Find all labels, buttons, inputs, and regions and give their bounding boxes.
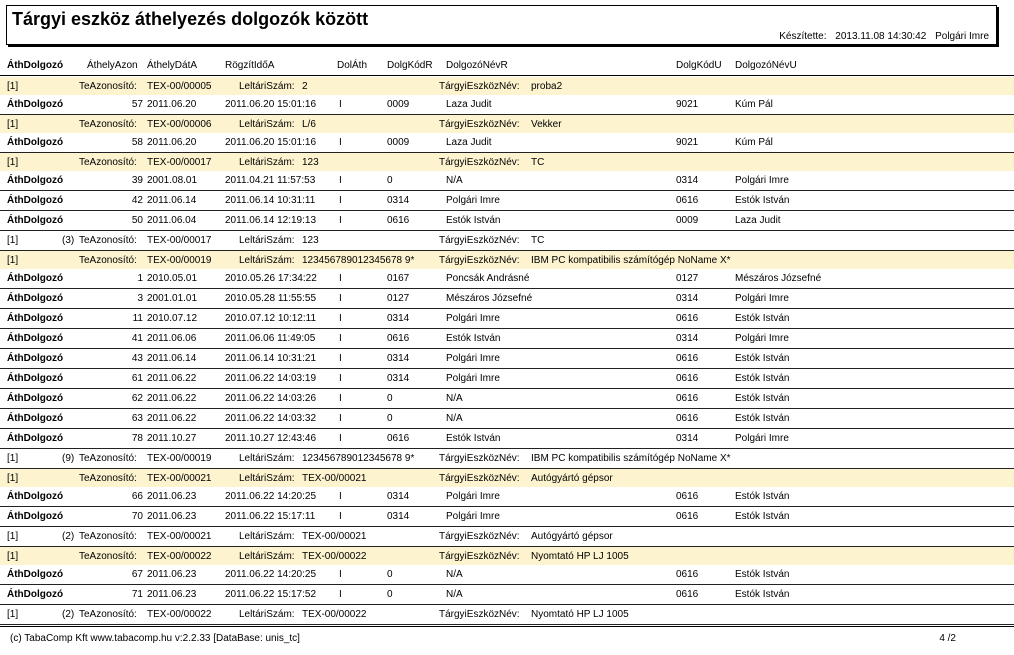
- cell-athely-azon: 42: [131, 195, 143, 206]
- cell-dolgozo-nev-r: Estók István: [446, 433, 501, 444]
- cell-dolg-kod-r: 0: [387, 569, 393, 580]
- cell-athely-azon: 43: [131, 353, 143, 364]
- te-azon-label: TeAzonosító:: [79, 453, 137, 464]
- cell-dolg-kod-u: 0616: [676, 511, 699, 522]
- te-azon-label: TeAzonosító:: [79, 235, 137, 246]
- cell-dolg-kod-r: 0314: [387, 511, 410, 522]
- cell-athely-datum: 2011.06.22: [147, 413, 197, 424]
- cell-dolgozo-nev-r: Polgári Imre: [446, 195, 500, 206]
- cell-athely-datum: 2011.06.23: [147, 569, 197, 580]
- cell-dolgozo-nev-u: Mészáros Józsefné: [735, 273, 822, 284]
- row-group-label: ÁthDolgozó: [7, 589, 64, 600]
- row-group-label: ÁthDolgozó: [7, 175, 64, 186]
- te-azon-value: TEX-00/00005: [147, 81, 212, 92]
- cell-dolg-kod-r: 0: [387, 589, 393, 600]
- cell-dolg-kod-u: 0616: [676, 195, 699, 206]
- leltari-value: 123456789012345678 9*: [302, 453, 415, 464]
- table-row: [0, 507, 1014, 527]
- table-row: [0, 171, 1014, 191]
- cell-rogzit-ido: 2010.07.12 10:12:11: [225, 313, 317, 324]
- group-count: [1]: [7, 235, 19, 246]
- cell-dolgozo-nev-u: Estók István: [735, 491, 790, 502]
- row-group-label: ÁthDolgozó: [7, 195, 64, 206]
- table-row: [0, 409, 1014, 429]
- leltari-label: LeltáriSzám:: [239, 255, 295, 266]
- targyi-label: TárgyiEszközNév:: [439, 453, 520, 464]
- table-row: [0, 429, 1014, 449]
- cell-dolg-kod-r: 0: [387, 175, 393, 186]
- cell-dolgozo-nev-r: Polgári Imre: [446, 491, 500, 502]
- cell-dolgozo-nev-u: Estók István: [735, 373, 790, 384]
- targyi-value: IBM PC kompatibilis számítógép NoName X*: [531, 255, 731, 266]
- leltari-label: LeltáriSzám:: [239, 609, 295, 620]
- cell-athely-azon: 67: [131, 569, 143, 580]
- report-title: Tárgyi eszköz áthelyezés dolgozók között: [12, 9, 369, 29]
- cell-dolg-kod-r: 0314: [387, 353, 410, 364]
- group-header-row: [0, 115, 1014, 133]
- group-count: [1]: [7, 609, 19, 620]
- cell-dolgozo-nev-u: Polgári Imre: [735, 175, 789, 186]
- report-meta: [773, 31, 989, 42]
- te-azon-label: TeAzonosító:: [79, 81, 137, 92]
- cell-dolgozo-nev-u: Estók István: [735, 313, 790, 324]
- cell-dolg-kod-r: 0009: [387, 137, 410, 148]
- group-header-row: [0, 469, 1014, 487]
- footer-page-number: 4 /2: [939, 633, 956, 644]
- cell-athely-datum: 2011.06.06: [147, 333, 197, 344]
- cell-rogzit-ido: 2011.06.22 14:03:19: [225, 373, 317, 384]
- cell-athely-datum: 2011.06.20: [147, 137, 197, 148]
- cell-dol-ath: I: [339, 511, 342, 522]
- row-group-label: ÁthDolgozó: [7, 353, 64, 364]
- leltari-value: 123: [302, 235, 319, 246]
- cell-dolgozo-nev-u: Kúm Pál: [735, 137, 773, 148]
- group-record-count: (2): [62, 531, 75, 542]
- cell-rogzit-ido: 2010.05.26 17:34:22: [225, 273, 317, 284]
- cell-athely-azon: 63: [131, 413, 143, 424]
- row-group-label: ÁthDolgozó: [7, 293, 64, 304]
- cell-dolgozo-nev-r: Mészáros Józsefné: [446, 293, 533, 304]
- cell-rogzit-ido: 2011.06.14 12:19:13: [225, 215, 317, 226]
- cell-dolgozo-nev-r: Polgári Imre: [446, 511, 500, 522]
- cell-dolg-kod-r: 0: [387, 393, 393, 404]
- cell-athely-azon: 50: [131, 215, 143, 226]
- cell-dolg-kod-u: 0314: [676, 433, 699, 444]
- cell-rogzit-ido: 2011.06.20 15:01:16: [225, 99, 317, 110]
- cell-dolgozo-nev-r: Estók István: [446, 215, 501, 226]
- col-header-kodu: DolgKódU: [676, 60, 722, 71]
- cell-dolgozo-nev-u: Polgári Imre: [735, 293, 789, 304]
- cell-athely-azon: 70: [131, 511, 143, 522]
- cell-athely-azon: 57: [131, 99, 143, 110]
- cell-dolg-kod-u: 0616: [676, 313, 699, 324]
- te-azon-label: TeAzonosító:: [79, 157, 137, 168]
- col-header-group: ÁthDolgozó: [7, 60, 64, 71]
- cell-athely-azon: 62: [131, 393, 143, 404]
- row-group-label: ÁthDolgozó: [7, 313, 64, 324]
- cell-athely-datum: 2011.06.14: [147, 353, 197, 364]
- cell-rogzit-ido: 2011.06.14 10:31:11: [225, 195, 316, 206]
- te-azon-value: TEX-00/00019: [147, 255, 212, 266]
- cell-dolgozo-nev-u: Estók István: [735, 195, 790, 206]
- targyi-label: TárgyiEszközNév:: [439, 531, 520, 542]
- table-row: [0, 349, 1014, 369]
- cell-athely-datum: 2011.06.14: [147, 195, 197, 206]
- leltari-value: TEX-00/00022: [302, 551, 367, 562]
- leltari-value: L/6: [302, 119, 316, 130]
- cell-dolg-kod-u: 0314: [676, 333, 699, 344]
- cell-dol-ath: I: [339, 293, 342, 304]
- leltari-label: LeltáriSzám:: [239, 531, 295, 542]
- row-group-label: ÁthDolgozó: [7, 99, 64, 110]
- cell-dolg-kod-r: 0616: [387, 215, 410, 226]
- table-row: [0, 369, 1014, 389]
- row-group-label: ÁthDolgozó: [7, 333, 64, 344]
- cell-dolg-kod-r: 0616: [387, 333, 410, 344]
- te-azon-label: TeAzonosító:: [79, 551, 137, 562]
- cell-dolgozo-nev-u: Estók István: [735, 569, 790, 580]
- group-header-row: [0, 77, 1014, 95]
- cell-athely-azon: 3: [137, 293, 143, 304]
- cell-dol-ath: I: [339, 413, 342, 424]
- cell-dolg-kod-r: 0: [387, 413, 393, 424]
- cell-dolg-kod-u: 0314: [676, 293, 699, 304]
- table-row: [0, 191, 1014, 211]
- created-label: Készítette:: [779, 31, 827, 42]
- cell-dolgozo-nev-r: N/A: [446, 175, 463, 186]
- te-azon-value: TEX-00/00021: [147, 473, 212, 484]
- cell-dolgozo-nev-r: Estók István: [446, 333, 501, 344]
- cell-dolg-kod-u: 0616: [676, 393, 699, 404]
- cell-dolgozo-nev-r: Poncsák Andrásné: [446, 273, 530, 284]
- leltari-value: TEX-00/00022: [302, 609, 367, 620]
- cell-dolgozo-nev-r: N/A: [446, 393, 463, 404]
- te-azon-value: TEX-00/00006: [147, 119, 212, 130]
- leltari-value: 2: [302, 81, 308, 92]
- cell-rogzit-ido: 2011.06.22 14:20:25: [225, 491, 317, 502]
- row-group-label: ÁthDolgozó: [7, 215, 64, 226]
- cell-rogzit-ido: 2011.06.22 14:03:32: [225, 413, 317, 424]
- row-group-label: ÁthDolgozó: [7, 491, 64, 502]
- cell-rogzit-ido: 2011.06.22 15:17:52: [225, 589, 317, 600]
- cell-dolgozo-nev-r: Polgári Imre: [446, 313, 500, 324]
- targyi-value: TC: [531, 235, 545, 246]
- cell-athely-azon: 78: [131, 433, 143, 444]
- col-header-datum: ÁthelyDátA: [147, 60, 198, 71]
- te-azon-value: TEX-00/00022: [147, 551, 212, 562]
- created-at: 2013.11.08 14:30:42: [835, 31, 927, 42]
- cell-athely-azon: 58: [131, 137, 143, 148]
- cell-dolgozo-nev-r: N/A: [446, 413, 463, 424]
- cell-dol-ath: I: [339, 195, 342, 206]
- cell-athely-azon: 71: [131, 589, 143, 600]
- cell-athely-datum: 2011.06.23: [147, 491, 197, 502]
- cell-dol-ath: I: [339, 137, 342, 148]
- table-row: [0, 309, 1014, 329]
- col-header-nevr: DolgozóNévR: [446, 60, 508, 71]
- targyi-value: Nyomtató HP LJ 1005: [531, 609, 629, 620]
- group-count: [1]: [7, 551, 19, 562]
- targyi-label: TárgyiEszközNév:: [439, 157, 520, 168]
- leltari-value: TEX-00/00021: [302, 531, 367, 542]
- cell-athely-datum: 2011.06.20: [147, 99, 197, 110]
- cell-dolgozo-nev-u: Estók István: [735, 511, 790, 522]
- cell-athely-datum: 2001.08.01: [147, 175, 198, 186]
- cell-dol-ath: I: [339, 175, 342, 186]
- cell-rogzit-ido: 2011.06.20 15:01:16: [225, 137, 317, 148]
- targyi-label: TárgyiEszközNév:: [439, 473, 520, 484]
- cell-athely-datum: 2010.05.01: [147, 273, 198, 284]
- group-record-count: (2): [62, 609, 75, 620]
- targyi-label: TárgyiEszközNév:: [439, 119, 520, 130]
- cell-athely-azon: 66: [131, 491, 143, 502]
- group-count: [1]: [7, 119, 19, 130]
- column-header-row: [0, 58, 1014, 76]
- cell-rogzit-ido: 2011.06.14 10:31:21: [225, 353, 317, 364]
- cell-athely-datum: 2011.06.22: [147, 373, 197, 384]
- cell-dolgozo-nev-r: N/A: [446, 569, 463, 580]
- cell-rogzit-ido: 2011.06.22 14:20:25: [225, 569, 317, 580]
- col-header-kodr: DolgKódR: [387, 60, 433, 71]
- cell-athely-azon: 1: [137, 273, 143, 284]
- leltari-label: LeltáriSzám:: [239, 453, 295, 464]
- row-group-label: ÁthDolgozó: [7, 569, 64, 580]
- cell-dolg-kod-u: 0314: [676, 175, 699, 186]
- targyi-label: TárgyiEszközNév:: [439, 255, 520, 266]
- targyi-label: TárgyiEszközNév:: [439, 551, 520, 562]
- table-row: [0, 487, 1014, 507]
- cell-athely-datum: 2011.10.27: [147, 433, 197, 444]
- cell-dolg-kod-r: 0314: [387, 195, 410, 206]
- group-summary-row: [0, 449, 1014, 469]
- group-header-row: [0, 153, 1014, 171]
- report-footer: [0, 626, 1014, 644]
- cell-dolg-kod-r: 0314: [387, 491, 410, 502]
- cell-dolg-kod-u: 0616: [676, 569, 699, 580]
- cell-rogzit-ido: 2011.06.06 11:49:05: [225, 333, 316, 344]
- cell-dolg-kod-u: 9021: [676, 99, 699, 110]
- leltari-label: LeltáriSzám:: [239, 473, 295, 484]
- cell-dol-ath: I: [339, 373, 342, 384]
- group-header-row: [0, 547, 1014, 565]
- cell-dol-ath: I: [339, 569, 342, 580]
- targyi-value: IBM PC kompatibilis számítógép NoName X*: [531, 453, 731, 464]
- cell-dolgozo-nev-r: Laza Judit: [446, 137, 492, 148]
- cell-dolg-kod-u: 0616: [676, 373, 699, 384]
- cell-dolgozo-nev-r: Polgári Imre: [446, 373, 500, 384]
- cell-dol-ath: I: [339, 99, 342, 110]
- cell-dol-ath: I: [339, 313, 342, 324]
- group-count: [1]: [7, 157, 19, 168]
- table-row: [0, 95, 1014, 115]
- row-group-label: ÁthDolgozó: [7, 413, 64, 424]
- group-summary-row: [0, 231, 1014, 251]
- group-record-count: (3): [62, 235, 75, 246]
- cell-dolg-kod-u: 0616: [676, 589, 699, 600]
- group-summary-row: [0, 605, 1014, 625]
- col-header-rogzit: RögzítIdőA: [225, 60, 275, 71]
- targyi-value: Vekker: [531, 119, 562, 130]
- leltari-label: LeltáriSzám:: [239, 157, 295, 168]
- te-azon-label: TeAzonosító:: [79, 609, 137, 620]
- cell-athely-azon: 39: [131, 175, 143, 186]
- leltari-label: LeltáriSzám:: [239, 81, 295, 92]
- cell-dolg-kod-u: 9021: [676, 137, 699, 148]
- col-header-azon: ÁthelyAzon: [87, 60, 138, 71]
- report-rows: [0, 77, 1014, 625]
- group-count: [1]: [7, 81, 19, 92]
- cell-athely-azon: 41: [131, 333, 143, 344]
- cell-athely-azon: 61: [131, 373, 143, 384]
- targyi-value: Nyomtató HP LJ 1005: [531, 551, 629, 562]
- cell-dolgozo-nev-r: Polgári Imre: [446, 353, 500, 364]
- group-count: [1]: [7, 255, 19, 266]
- cell-athely-azon: 11: [132, 313, 143, 324]
- cell-dolg-kod-u: 0616: [676, 491, 699, 502]
- targyi-label: TárgyiEszközNév:: [439, 81, 520, 92]
- cell-dolgozo-nev-u: Laza Judit: [735, 215, 781, 226]
- leltari-value: 123: [302, 157, 319, 168]
- row-group-label: ÁthDolgozó: [7, 273, 64, 284]
- cell-rogzit-ido: 2011.06.22 15:17:11: [225, 511, 316, 522]
- cell-athely-datum: 2011.06.23: [147, 511, 197, 522]
- cell-athely-datum: 2011.06.22: [147, 393, 197, 404]
- leltari-label: LeltáriSzám:: [239, 551, 295, 562]
- group-count: [1]: [7, 453, 19, 464]
- cell-athely-datum: 2011.06.23: [147, 589, 197, 600]
- cell-dol-ath: I: [339, 433, 342, 444]
- targyi-label: TárgyiEszközNév:: [439, 235, 520, 246]
- row-group-label: ÁthDolgozó: [7, 137, 64, 148]
- te-azon-value: TEX-00/00021: [147, 531, 212, 542]
- cell-dol-ath: I: [339, 273, 342, 284]
- targyi-value: Autógyártó gépsor: [531, 531, 613, 542]
- cell-dolg-kod-r: 0314: [387, 373, 410, 384]
- te-azon-label: TeAzonosító:: [79, 255, 137, 266]
- te-azon-value: TEX-00/00022: [147, 609, 212, 620]
- te-azon-label: TeAzonosító:: [79, 531, 137, 542]
- targyi-value: proba2: [531, 81, 563, 92]
- cell-athely-datum: 2001.01.01: [147, 293, 198, 304]
- targyi-value: Autógyártó gépsor: [531, 473, 613, 484]
- created-by: Polgári Imre: [935, 31, 989, 42]
- cell-dolgozo-nev-u: Estók István: [735, 589, 790, 600]
- cell-dolgozo-nev-u: Estók István: [735, 393, 790, 404]
- cell-dol-ath: I: [339, 589, 342, 600]
- leltari-label: LeltáriSzám:: [239, 119, 295, 130]
- row-group-label: ÁthDolgozó: [7, 433, 64, 444]
- leltari-value: 123456789012345678 9*: [302, 255, 415, 266]
- te-azon-value: TEX-00/00017: [147, 157, 212, 168]
- targyi-value: TC: [531, 157, 545, 168]
- cell-dolg-kod-u: 0616: [676, 413, 699, 424]
- leltari-value: TEX-00/00021: [302, 473, 367, 484]
- cell-dolg-kod-u: 0009: [676, 215, 699, 226]
- cell-dolg-kod-r: 0616: [387, 433, 410, 444]
- cell-rogzit-ido: 2010.05.28 11:55:55: [225, 293, 317, 304]
- cell-athely-datum: 2010.07.12: [147, 313, 198, 324]
- cell-dol-ath: I: [339, 333, 342, 344]
- cell-dolg-kod-u: 0127: [676, 273, 699, 284]
- cell-dolg-kod-u: 0616: [676, 353, 699, 364]
- cell-dolg-kod-r: 0009: [387, 99, 410, 110]
- table-row: [0, 211, 1014, 231]
- cell-dolgozo-nev-u: Estók István: [735, 353, 790, 364]
- cell-dol-ath: I: [339, 215, 342, 226]
- table-row: [0, 389, 1014, 409]
- cell-dolgozo-nev-u: Polgári Imre: [735, 433, 789, 444]
- targyi-label: TárgyiEszközNév:: [439, 609, 520, 620]
- te-azon-value: TEX-00/00019: [147, 453, 212, 464]
- col-header-nevu: DolgozóNévU: [735, 60, 797, 71]
- cell-rogzit-ido: 2011.06.22 14:03:26: [225, 393, 317, 404]
- row-group-label: ÁthDolgozó: [7, 511, 64, 522]
- group-count: [1]: [7, 531, 19, 542]
- te-azon-label: TeAzonosító:: [79, 119, 137, 130]
- leltari-label: LeltáriSzám:: [239, 235, 295, 246]
- te-azon-value: TEX-00/00017: [147, 235, 212, 246]
- table-row: [0, 133, 1014, 153]
- report-title-box: [6, 5, 997, 45]
- cell-dolg-kod-r: 0127: [387, 293, 410, 304]
- table-row: [0, 565, 1014, 585]
- row-group-label: ÁthDolgozó: [7, 393, 64, 404]
- col-header-dolath: DolÁth: [337, 60, 368, 71]
- cell-dolgozo-nev-r: N/A: [446, 589, 463, 600]
- cell-dolgozo-nev-u: Kúm Pál: [735, 99, 773, 110]
- group-count: [1]: [7, 473, 19, 484]
- te-azon-label: TeAzonosító:: [79, 473, 137, 484]
- group-header-row: [0, 251, 1014, 269]
- cell-dol-ath: I: [339, 491, 342, 502]
- cell-rogzit-ido: 2011.10.27 12:43:46: [225, 433, 317, 444]
- group-record-count: (9): [62, 453, 75, 464]
- cell-dolgozo-nev-u: Estók István: [735, 413, 790, 424]
- cell-rogzit-ido: 2011.04.21 11:57:53: [225, 175, 316, 186]
- table-row: [0, 269, 1014, 289]
- cell-athely-datum: 2011.06.04: [147, 215, 197, 226]
- cell-dolg-kod-r: 0167: [387, 273, 410, 284]
- cell-dol-ath: I: [339, 353, 342, 364]
- table-row: [0, 329, 1014, 349]
- group-summary-row: [0, 527, 1014, 547]
- cell-dol-ath: I: [339, 393, 342, 404]
- cell-dolgozo-nev-u: Polgári Imre: [735, 333, 789, 344]
- footer-copyright: (c) TabaComp Kft www.tabacomp.hu v:2.2.33 [DataBase: unis_tc]: [10, 633, 300, 644]
- cell-dolg-kod-r: 0314: [387, 313, 410, 324]
- table-row: [0, 585, 1014, 605]
- table-row: [0, 289, 1014, 309]
- row-group-label: ÁthDolgozó: [7, 373, 64, 384]
- cell-dolgozo-nev-r: Laza Judit: [446, 99, 492, 110]
